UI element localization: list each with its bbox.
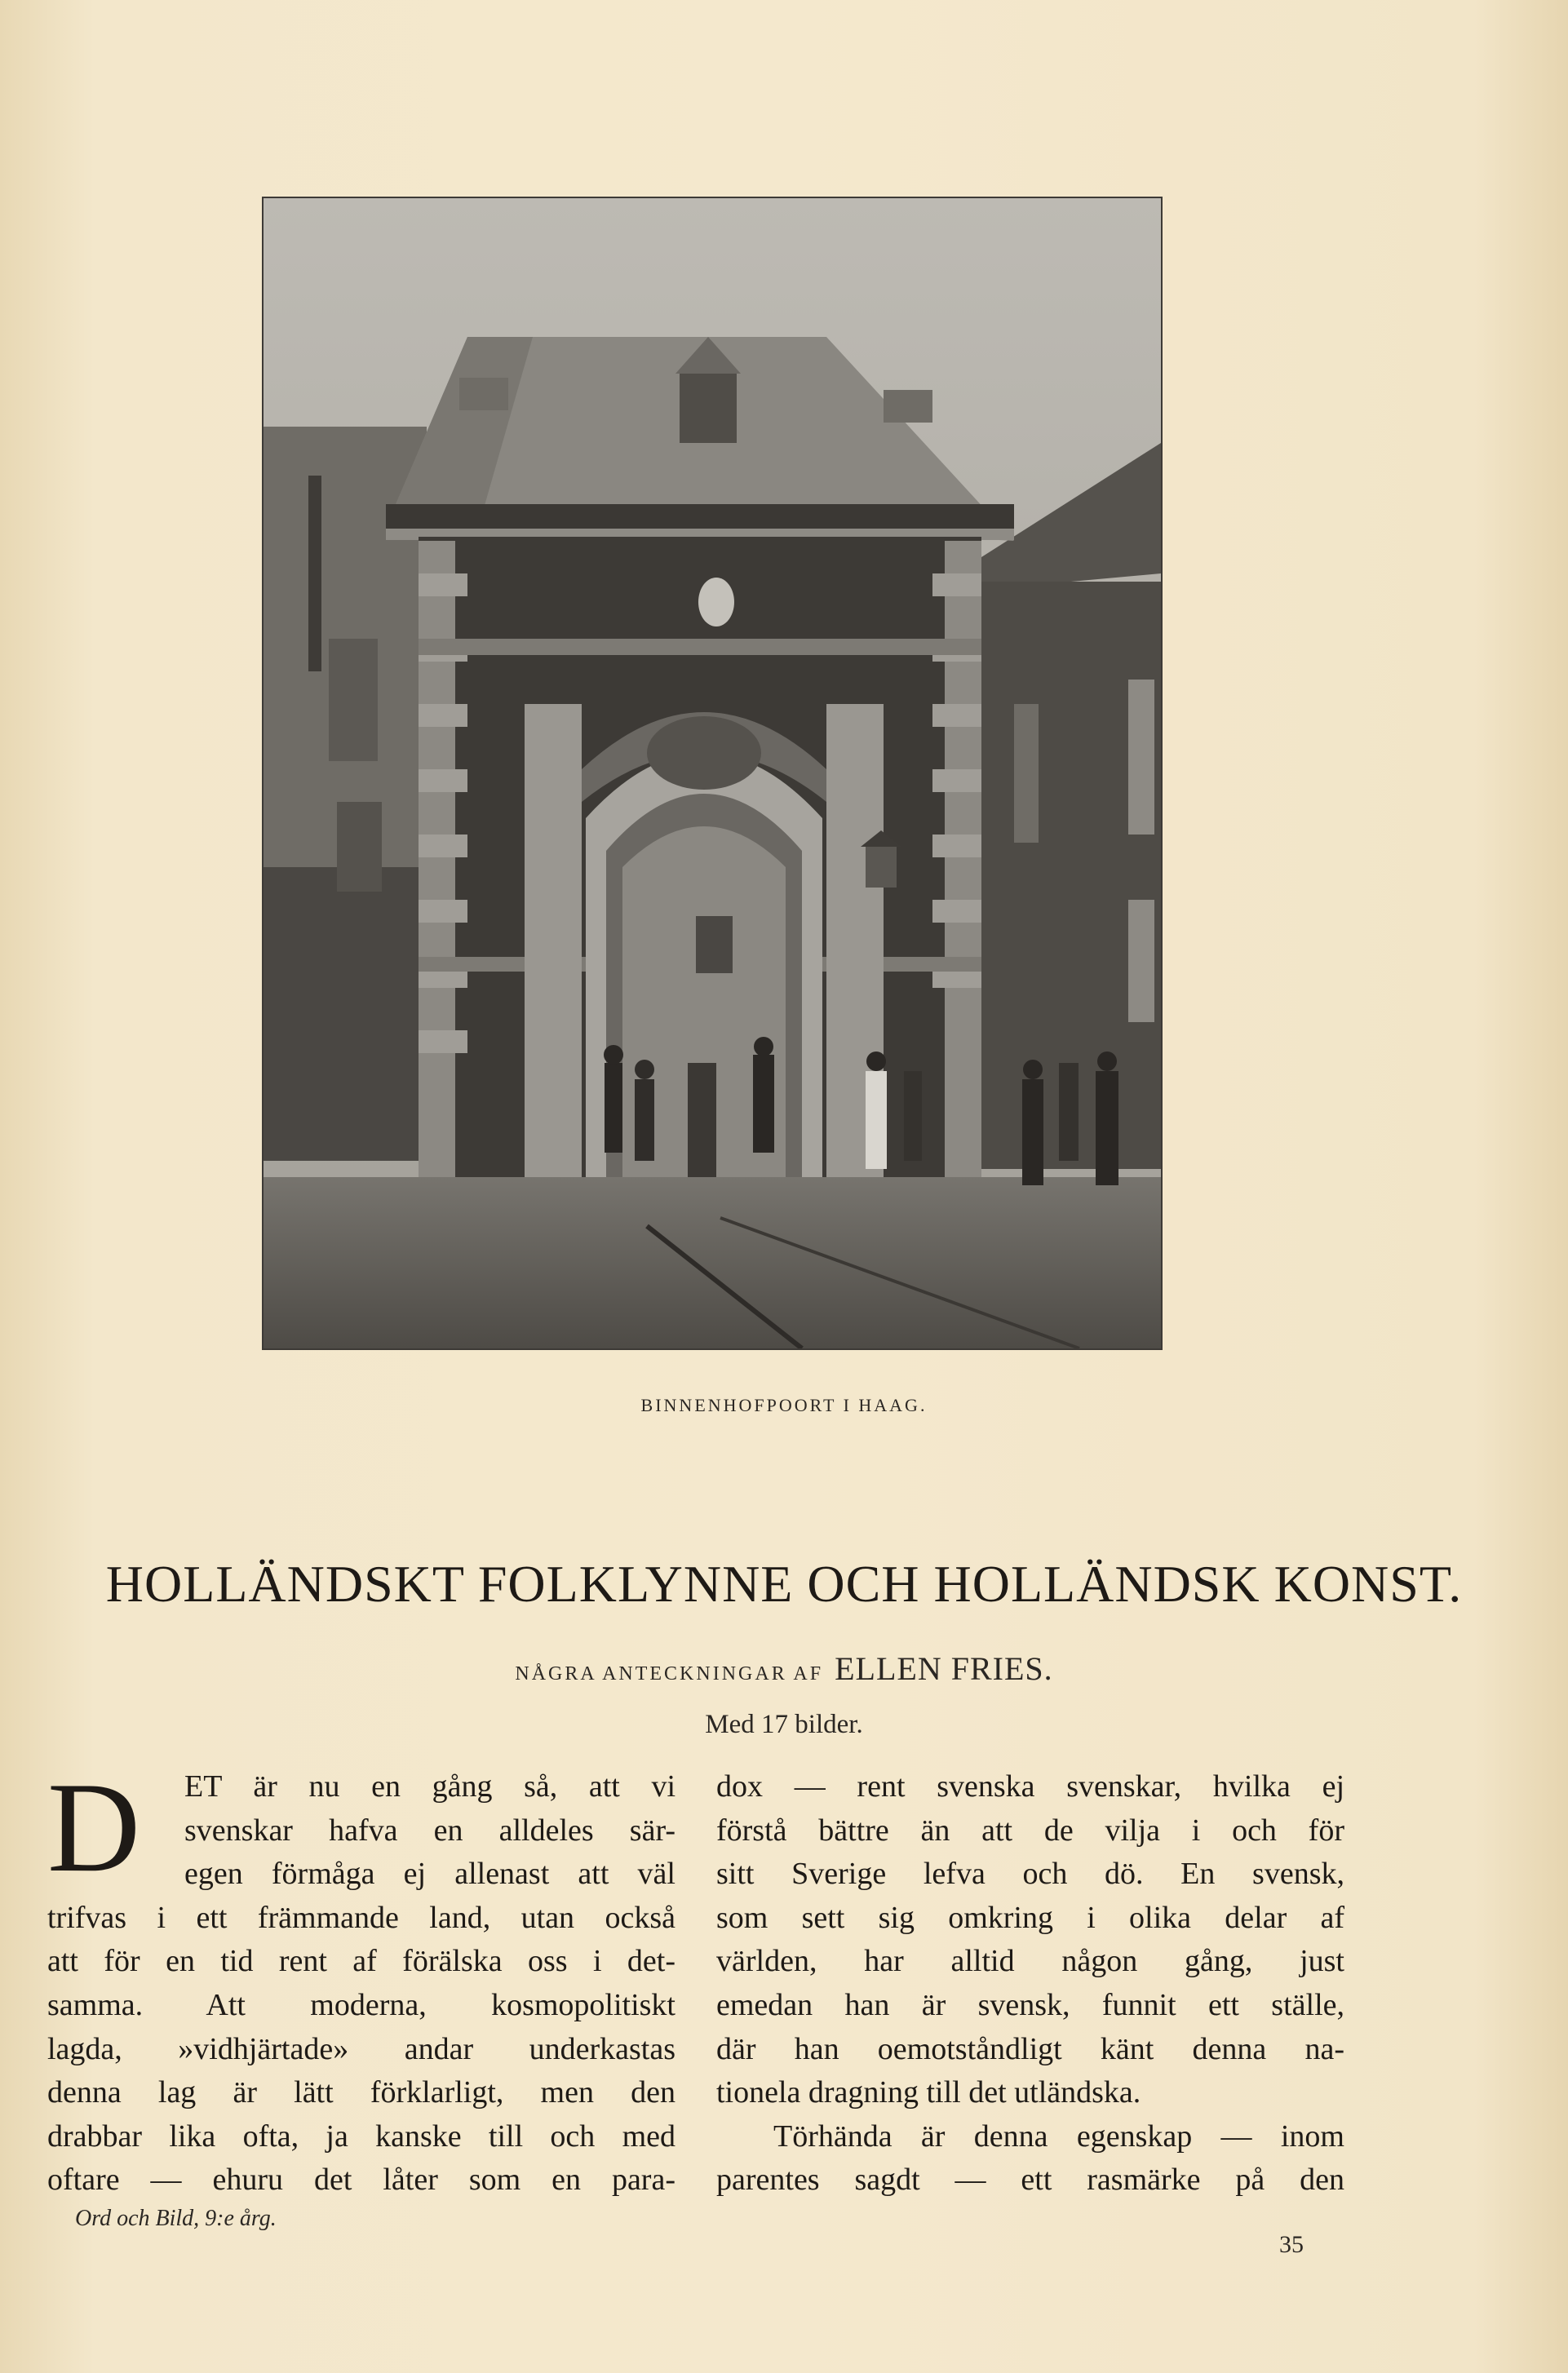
illustration-note: Med 17 bilder. [705,1710,863,1739]
text-line: emedan han är svensk, funnit ett ställe, [716,1987,1344,2022]
dropcap: D [47,1756,141,1899]
text-line: svenskar hafva en alldeles sär- [184,1813,675,1848]
text-line: samma. Att moderna, kosmopolitiskt [47,1987,675,2022]
text-line: lagda, »vidhjärtade» andar underkastas [47,2031,675,2066]
text-line: att för en tid rent af förälska oss i det- [47,1944,675,1979]
text-line: drabbar lika ofta, ja kanske till och med [47,2118,675,2154]
left-column [47,1756,675,2203]
gate-photo-illustration [264,198,1161,1348]
text-line: ET är nu en gång så, att vi [184,1769,675,1804]
page-number: 35 [1279,2231,1304,2258]
text-line: sitt Sverige lefva och dö. En svensk, [716,1857,1344,1892]
text-line: förstå bättre än att de vilja i och för [716,1813,1344,1848]
text-line: parentes sagdt — ett rasmärke på den [716,2163,1344,2198]
byline-prefix: NÅGRA ANTECKNINGAR AF [515,1663,824,1685]
text-line: tionela dragning till det utländska. [716,2075,1141,2110]
text-line: dox — rent svenska svenskar, hvilka ej [716,1769,1344,1804]
dropcap-block [47,1756,675,1899]
text-line: oftare — ehuru det låter som en para- [47,2163,675,2198]
text-line: världen, har alltid någon gång, just [716,1944,1344,1979]
right-column [716,1765,1344,2203]
photograph-binnenhofpoort [264,198,1161,1348]
author-name: ELLEN FRIES. [835,1650,1053,1687]
text-line: trifvas i ett främmande land, utan också [47,1900,675,1935]
figure-caption: BINNENHOFPOORT I HAAG. [640,1395,928,1415]
article-title: HOLLÄNDSKT FOLKLYNNE OCH HOLLÄNDSK KONST. [105,1555,1463,1613]
text-line: Törhända är denna egenskap — inom [773,2118,1344,2154]
text-line: denna lag är lätt förklarligt, men den [47,2075,675,2110]
text-line: där han oemotståndligt känt denna na- [716,2031,1344,2066]
journal-footer: Ord och Bild, 9:e årg. [75,2206,277,2231]
byline [0,1649,1568,1688]
text-line: som sett sig omkring i olika delar af [716,1900,1344,1935]
text-line: egen förmåga ej allenast att väl [184,1857,675,1892]
